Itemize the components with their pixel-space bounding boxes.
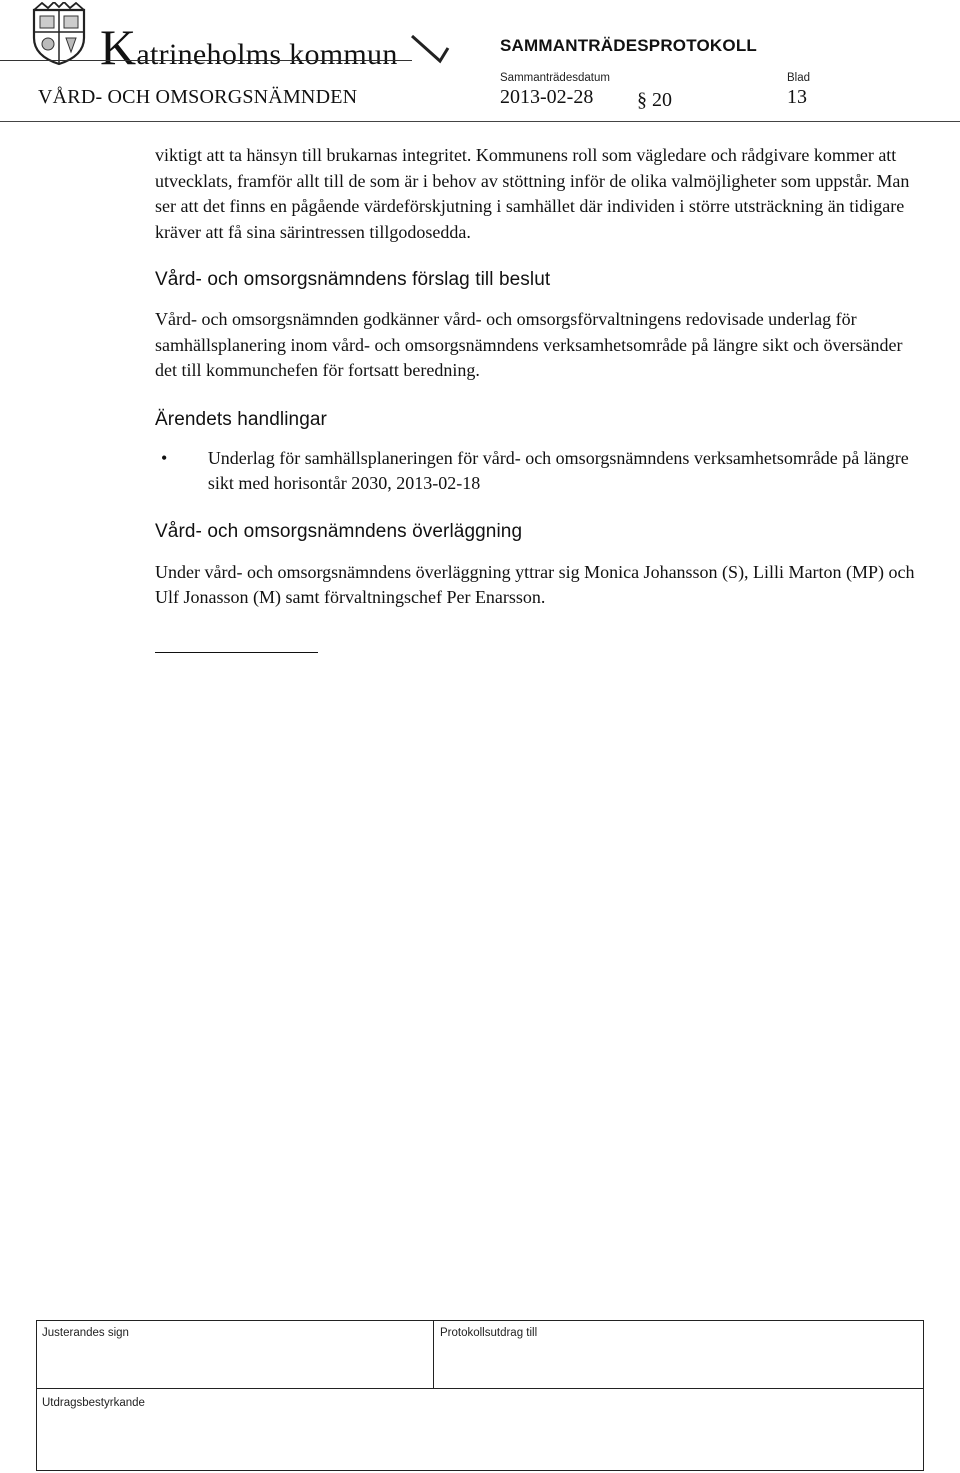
bullet-icon: • bbox=[161, 447, 168, 468]
protokollsutdrag-label: Protokollsutdrag till bbox=[440, 1327, 538, 1339]
list-item bbox=[155, 446, 925, 497]
document-type: SAMMANTRÄDESPROTOKOLL bbox=[500, 36, 757, 55]
logo-swoosh-icon bbox=[410, 34, 450, 64]
wordmark-initial: K bbox=[100, 19, 137, 75]
wordmark-rest: atrineholms kommun bbox=[136, 38, 398, 71]
committee-name: VÅRD- OCH OMSORGSNÄMNDEN bbox=[38, 86, 358, 108]
meeting-date: 2013-02-28 bbox=[500, 86, 594, 108]
signature-box bbox=[36, 1320, 924, 1471]
section-end-rule bbox=[155, 652, 318, 653]
justerandes-sign-label: Justerandes sign bbox=[42, 1327, 129, 1339]
footer-divider-horizontal bbox=[37, 1388, 923, 1389]
paragraph-number: § 20 bbox=[637, 89, 672, 111]
paragraph-proposal: Vård- och omsorgsnämnden godkänner vård- och omsorgsförvaltningens redovisade underlag för samhällsplanering inom vård- och omsorgsnämndens verksamhetsområde på längre sikt och översänder det till kommunchefen för fortsatt beredning. bbox=[155, 309, 903, 380]
list-item-text: Underlag för samhällsplaneringen för vård- och omsorgsnämndens verksamhetsområde på längre sikt med horisontår 2030, 2013-02-18 bbox=[207, 447, 909, 493]
heading-deliberation: Vård- och omsorgsnämndens överläggning bbox=[155, 520, 523, 542]
logo-underline bbox=[0, 60, 412, 61]
document-body bbox=[155, 143, 925, 611]
heading-documents: Ärendets handlingar bbox=[155, 408, 327, 430]
header-divider bbox=[0, 121, 960, 122]
utdragsbestyrkande-label: Utdragsbestyrkande bbox=[42, 1397, 145, 1409]
municipality-wordmark bbox=[100, 19, 398, 75]
page-number: 13 bbox=[787, 86, 807, 108]
page-label: Blad bbox=[787, 72, 811, 84]
paragraph-deliberation: Under vård- och omsorgsnämndens överläggning yttrar sig Monica Johansson (S), Lilli Marton (MP) och Ulf Jonasson (M) samt förvaltningschef Per Enarsson. bbox=[155, 561, 915, 607]
meeting-date-label: Sammanträdesdatum bbox=[500, 72, 610, 84]
heading-proposal: Vård- och omsorgsnämndens förslag till beslut bbox=[155, 269, 551, 290]
municipal-coat-of-arms-icon bbox=[30, 2, 88, 66]
paragraph-intro: viktigt att ta hänsyn till brukarnas integritet. Kommunens roll som vägledare och rådgivare kommer att utvecklats, framför allt till de som är i behov av stöttning inför de olika valmöjligheter som uppstår. Man ser att det finns en pågående värdeförskjutning i samhället där individen i större utsträckning än tidigare kräver att få sina särintressen tillgodosedda. bbox=[155, 145, 910, 242]
footer-divider-vertical bbox=[433, 1321, 434, 1388]
